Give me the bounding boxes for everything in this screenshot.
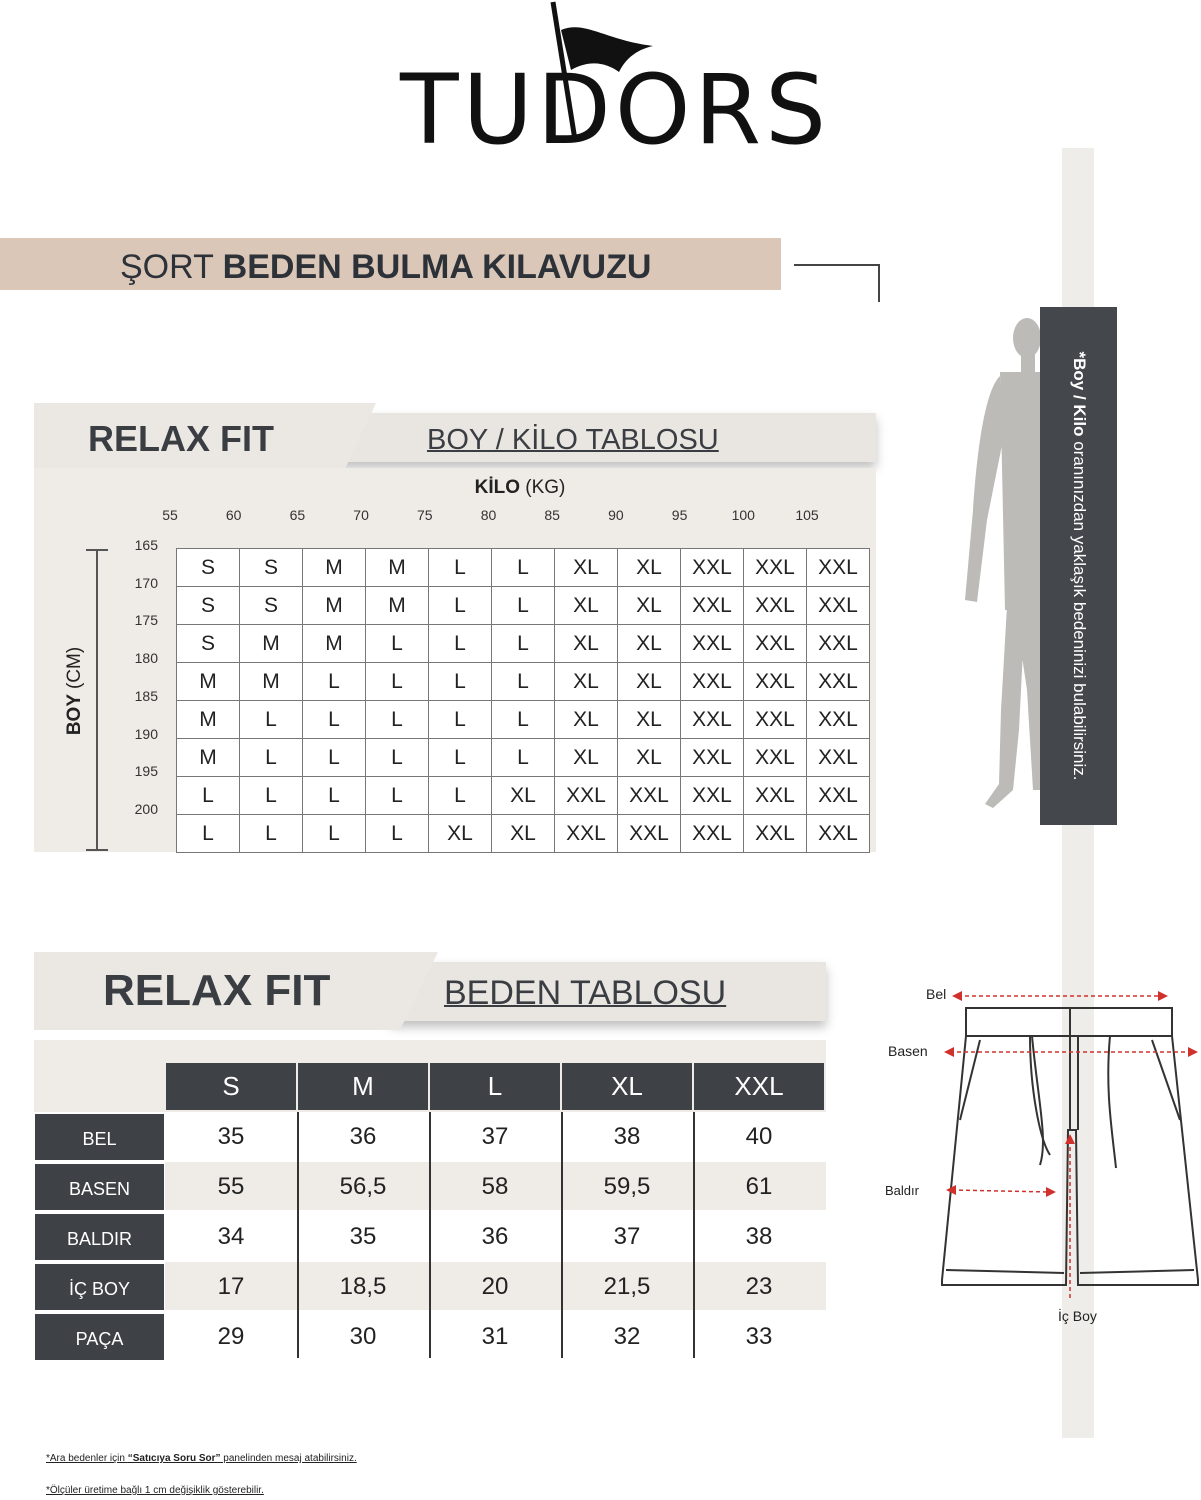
measure-cell: 17 xyxy=(217,1273,245,1300)
kilo-unit: (KG) xyxy=(525,477,566,498)
boykilo-cell: XXL xyxy=(807,625,870,663)
boykilo-cell: XXL xyxy=(744,549,807,587)
boy-tick-label: 180 xyxy=(134,650,158,667)
boykilo-cell: L xyxy=(429,549,492,587)
footnote-1-post: panelinden mesaj atabilirsiniz. xyxy=(220,1453,357,1464)
boykilo-cell: XXL xyxy=(807,739,870,777)
beden-header-right: BEDEN TABLOSU xyxy=(444,974,727,1012)
boy-tick-label: 175 xyxy=(134,612,158,629)
boykilo-cell: L xyxy=(240,701,303,739)
measure-cell: 23 xyxy=(745,1273,773,1300)
boy-axis-cap-bottom xyxy=(86,849,108,851)
boykilo-row xyxy=(177,549,870,587)
boykilo-cell: XXL xyxy=(807,663,870,701)
measure-cell: 58 xyxy=(481,1173,509,1200)
boykilo-cell: XXL xyxy=(807,815,870,853)
boykilo-cell: M xyxy=(366,549,429,587)
measure-cell: 34 xyxy=(217,1223,245,1250)
boykilo-cell: L xyxy=(492,739,555,777)
boykilo-cell: L xyxy=(429,663,492,701)
boykilo-cell: L xyxy=(492,663,555,701)
boykilo-cell: XXL xyxy=(807,549,870,587)
boykilo-cell: M xyxy=(177,701,240,739)
footnote-1-bold: “Satıcıya Soru Sor” xyxy=(127,1453,221,1464)
kilo-tick-label: 80 xyxy=(480,507,497,523)
boykilo-cell: XL xyxy=(492,777,555,815)
kilo-tick-label: 105 xyxy=(795,507,819,523)
boykilo-cell: XXL xyxy=(681,549,744,587)
boy-tick-label: 170 xyxy=(134,574,158,591)
measure-cell: 35 xyxy=(349,1223,377,1250)
brand-logo: TUDORS xyxy=(400,54,831,166)
side-note-text: oranınızdan yaklaşık bedeninizi bulabilirsiniz. xyxy=(1069,441,1089,781)
measure-label: BALDIR xyxy=(35,1214,164,1260)
boykilo-cell: XXL xyxy=(807,777,870,815)
boykilo-cell: XXL xyxy=(555,815,618,853)
boykilo-cell: XL xyxy=(555,587,618,625)
measure-cell: 20 xyxy=(481,1273,509,1300)
boy-tick-label: 200 xyxy=(134,800,158,817)
boykilo-row xyxy=(177,663,870,701)
size-header: M xyxy=(298,1063,428,1110)
boykilo-cell: L xyxy=(366,663,429,701)
boy-tick-label: 190 xyxy=(134,725,158,742)
boykilo-cell: L xyxy=(177,815,240,853)
column-divider xyxy=(561,1112,563,1358)
boykilo-cell: XL xyxy=(618,549,681,587)
measure-cell: 59,5 xyxy=(603,1173,651,1200)
kilo-tick-label: 75 xyxy=(417,507,433,523)
kilo-tick-label: 90 xyxy=(608,507,624,523)
boykilo-header-left: RELAX FIT xyxy=(88,418,274,459)
column-divider xyxy=(693,1112,695,1358)
boy-axis-cap-top xyxy=(86,549,108,551)
boykilo-cell: L xyxy=(240,777,303,815)
boykilo-row xyxy=(177,625,870,663)
boykilo-cell: L xyxy=(366,777,429,815)
boy-axis-title xyxy=(64,636,86,746)
diagram-label-ic-boy: İç Boy xyxy=(1058,1308,1097,1324)
title-light: ŞORT xyxy=(120,248,214,286)
boykilo-cell: L xyxy=(492,587,555,625)
side-note-bold: *Boy / Kilo xyxy=(1069,351,1089,437)
measure-cell: 31 xyxy=(481,1323,509,1350)
measure-cell: 38 xyxy=(613,1123,641,1150)
diagram-label-baldir: Baldır xyxy=(885,1183,919,1198)
boykilo-row xyxy=(177,739,870,777)
boykilo-cell: L xyxy=(429,701,492,739)
boykilo-cell: XXL xyxy=(807,701,870,739)
boykilo-cell: XL xyxy=(555,663,618,701)
diagram-label-basen: Basen xyxy=(888,1043,928,1059)
boykilo-cell: L xyxy=(303,663,366,701)
boykilo-row xyxy=(177,815,870,853)
boykilo-cell: XL xyxy=(618,739,681,777)
boykilo-cell: XXL xyxy=(744,739,807,777)
boykilo-cell: L xyxy=(429,587,492,625)
boykilo-cell: M xyxy=(177,663,240,701)
boykilo-cell: XXL xyxy=(744,663,807,701)
boykilo-row xyxy=(177,701,870,739)
measure-cell: 56,5 xyxy=(339,1173,387,1200)
boykilo-cell: XL xyxy=(429,815,492,853)
boykilo-cell: L xyxy=(303,701,366,739)
boykilo-cell: L xyxy=(303,815,366,853)
boykilo-cell: XXL xyxy=(681,777,744,815)
measure-cell: 36 xyxy=(481,1223,509,1250)
boy-unit: (CM) xyxy=(64,646,85,690)
size-header: XXL xyxy=(694,1063,824,1110)
title-corner-line xyxy=(794,264,880,302)
kilo-title: KİLO xyxy=(474,477,520,498)
size-header: S xyxy=(166,1063,296,1110)
measure-label: PAÇA xyxy=(35,1314,164,1360)
measure-cell: 35 xyxy=(217,1123,245,1150)
boykilo-cell: XXL xyxy=(681,587,744,625)
column-divider xyxy=(297,1112,299,1358)
measure-cell: 40 xyxy=(745,1123,773,1150)
shorts-diagram xyxy=(880,980,1200,1330)
boykilo-cell: M xyxy=(303,549,366,587)
boykilo-cell: XXL xyxy=(744,777,807,815)
page-title xyxy=(120,248,651,287)
boykilo-cell: XXL xyxy=(681,815,744,853)
boykilo-header-right: BOY / KİLO TABLOSU xyxy=(427,424,719,456)
boykilo-cell: L xyxy=(303,739,366,777)
measure-cell: 30 xyxy=(349,1323,377,1350)
title-bold: BEDEN BULMA KILAVUZU xyxy=(222,248,652,286)
measure-cell: 18,5 xyxy=(339,1273,387,1300)
boy-tick-label: 185 xyxy=(134,687,158,704)
measure-cell: 29 xyxy=(217,1323,245,1350)
boykilo-cell: XL xyxy=(618,625,681,663)
boykilo-cell: XXL xyxy=(618,815,681,853)
measure-cell: 38 xyxy=(745,1223,773,1250)
boykilo-cell: L xyxy=(366,625,429,663)
boykilo-cell: XL xyxy=(555,549,618,587)
boykilo-cell: L xyxy=(240,739,303,777)
kilo-tick-label: 60 xyxy=(225,507,242,523)
measure-label: BASEN xyxy=(35,1164,164,1210)
measure-cell: 61 xyxy=(745,1173,773,1200)
boykilo-cell: XXL xyxy=(744,587,807,625)
boykilo-cell: XL xyxy=(555,739,618,777)
boykilo-cell: L xyxy=(366,739,429,777)
kilo-tick-label: 95 xyxy=(671,507,688,523)
boykilo-cell: L xyxy=(429,739,492,777)
boykilo-row xyxy=(177,587,870,625)
kilo-tick-label: 100 xyxy=(731,507,755,523)
measure-cell: 32 xyxy=(613,1323,641,1350)
measure-label: İÇ BOY xyxy=(35,1264,164,1310)
kilo-tick-label: 65 xyxy=(289,507,306,523)
kilo-axis-title xyxy=(420,477,620,499)
boykilo-cell: M xyxy=(177,739,240,777)
measure-label: BEL xyxy=(35,1114,164,1160)
measure-cell: 37 xyxy=(613,1223,641,1250)
boykilo-cell: XL xyxy=(555,625,618,663)
measure-cell: 21,5 xyxy=(603,1273,651,1300)
boy-tick-label: 195 xyxy=(134,763,158,780)
boykilo-cell: L xyxy=(303,777,366,815)
boy-axis-line xyxy=(96,549,98,851)
boykilo-cell: XXL xyxy=(618,777,681,815)
boykilo-cell: XXL xyxy=(681,625,744,663)
column-divider xyxy=(429,1112,431,1358)
boykilo-cell: L xyxy=(492,625,555,663)
boykilo-cell: M xyxy=(303,625,366,663)
boykilo-cell: XXL xyxy=(555,777,618,815)
boykilo-cell: S xyxy=(240,587,303,625)
footnote-1-pre: *Ara bedenler için xyxy=(46,1453,128,1464)
boykilo-cell: XL xyxy=(555,701,618,739)
boykilo-cell: L xyxy=(366,701,429,739)
boykilo-cell: M xyxy=(240,663,303,701)
kilo-tick-label: 55 xyxy=(162,507,178,523)
footnote-1 xyxy=(46,1453,357,1464)
boy-tick-label: 165 xyxy=(134,537,158,553)
boykilo-cell: XXL xyxy=(681,739,744,777)
size-header: XL xyxy=(562,1063,692,1110)
boykilo-cell: M xyxy=(303,587,366,625)
boykilo-cell: XXL xyxy=(744,815,807,853)
boykilo-cell: XXL xyxy=(681,663,744,701)
boykilo-cell: S xyxy=(177,549,240,587)
boykilo-cell: M xyxy=(366,587,429,625)
diagram-label-bel: Bel xyxy=(926,986,947,1002)
footnote-2: *Ölçüler üretime bağlı 1 cm değişiklik gösterebilir. xyxy=(46,1485,264,1496)
boykilo-cell: XXL xyxy=(681,701,744,739)
boykilo-cell: S xyxy=(177,625,240,663)
kilo-tick-label: 70 xyxy=(353,507,369,523)
measure-cell: 37 xyxy=(481,1123,509,1150)
boykilo-cell: XXL xyxy=(744,625,807,663)
boykilo-cell: L xyxy=(240,815,303,853)
boykilo-row xyxy=(177,777,870,815)
boykilo-cell: S xyxy=(240,549,303,587)
size-header: L xyxy=(430,1063,560,1110)
boykilo-table xyxy=(176,548,870,853)
beden-header-left: RELAX FIT xyxy=(103,966,331,1015)
boykilo-cell: S xyxy=(177,587,240,625)
boykilo-cell: XXL xyxy=(807,587,870,625)
measure-cell: 36 xyxy=(349,1123,377,1150)
boykilo-cell: L xyxy=(366,815,429,853)
boykilo-cell: XL xyxy=(492,815,555,853)
boykilo-cell: M xyxy=(240,625,303,663)
boykilo-cell: L xyxy=(492,701,555,739)
measure-cell: 33 xyxy=(745,1323,773,1350)
measure-cell: 55 xyxy=(217,1173,245,1200)
boy-title: BOY xyxy=(64,694,85,736)
boykilo-cell: L xyxy=(429,777,492,815)
boykilo-cell: L xyxy=(492,549,555,587)
boykilo-cell: XL xyxy=(618,663,681,701)
boykilo-cell: XL xyxy=(618,701,681,739)
kilo-tick-label: 85 xyxy=(544,507,560,523)
boykilo-cell: XL xyxy=(618,587,681,625)
boykilo-cell: L xyxy=(177,777,240,815)
side-note xyxy=(1040,307,1117,825)
boykilo-cell: L xyxy=(429,625,492,663)
boykilo-cell: XXL xyxy=(744,701,807,739)
